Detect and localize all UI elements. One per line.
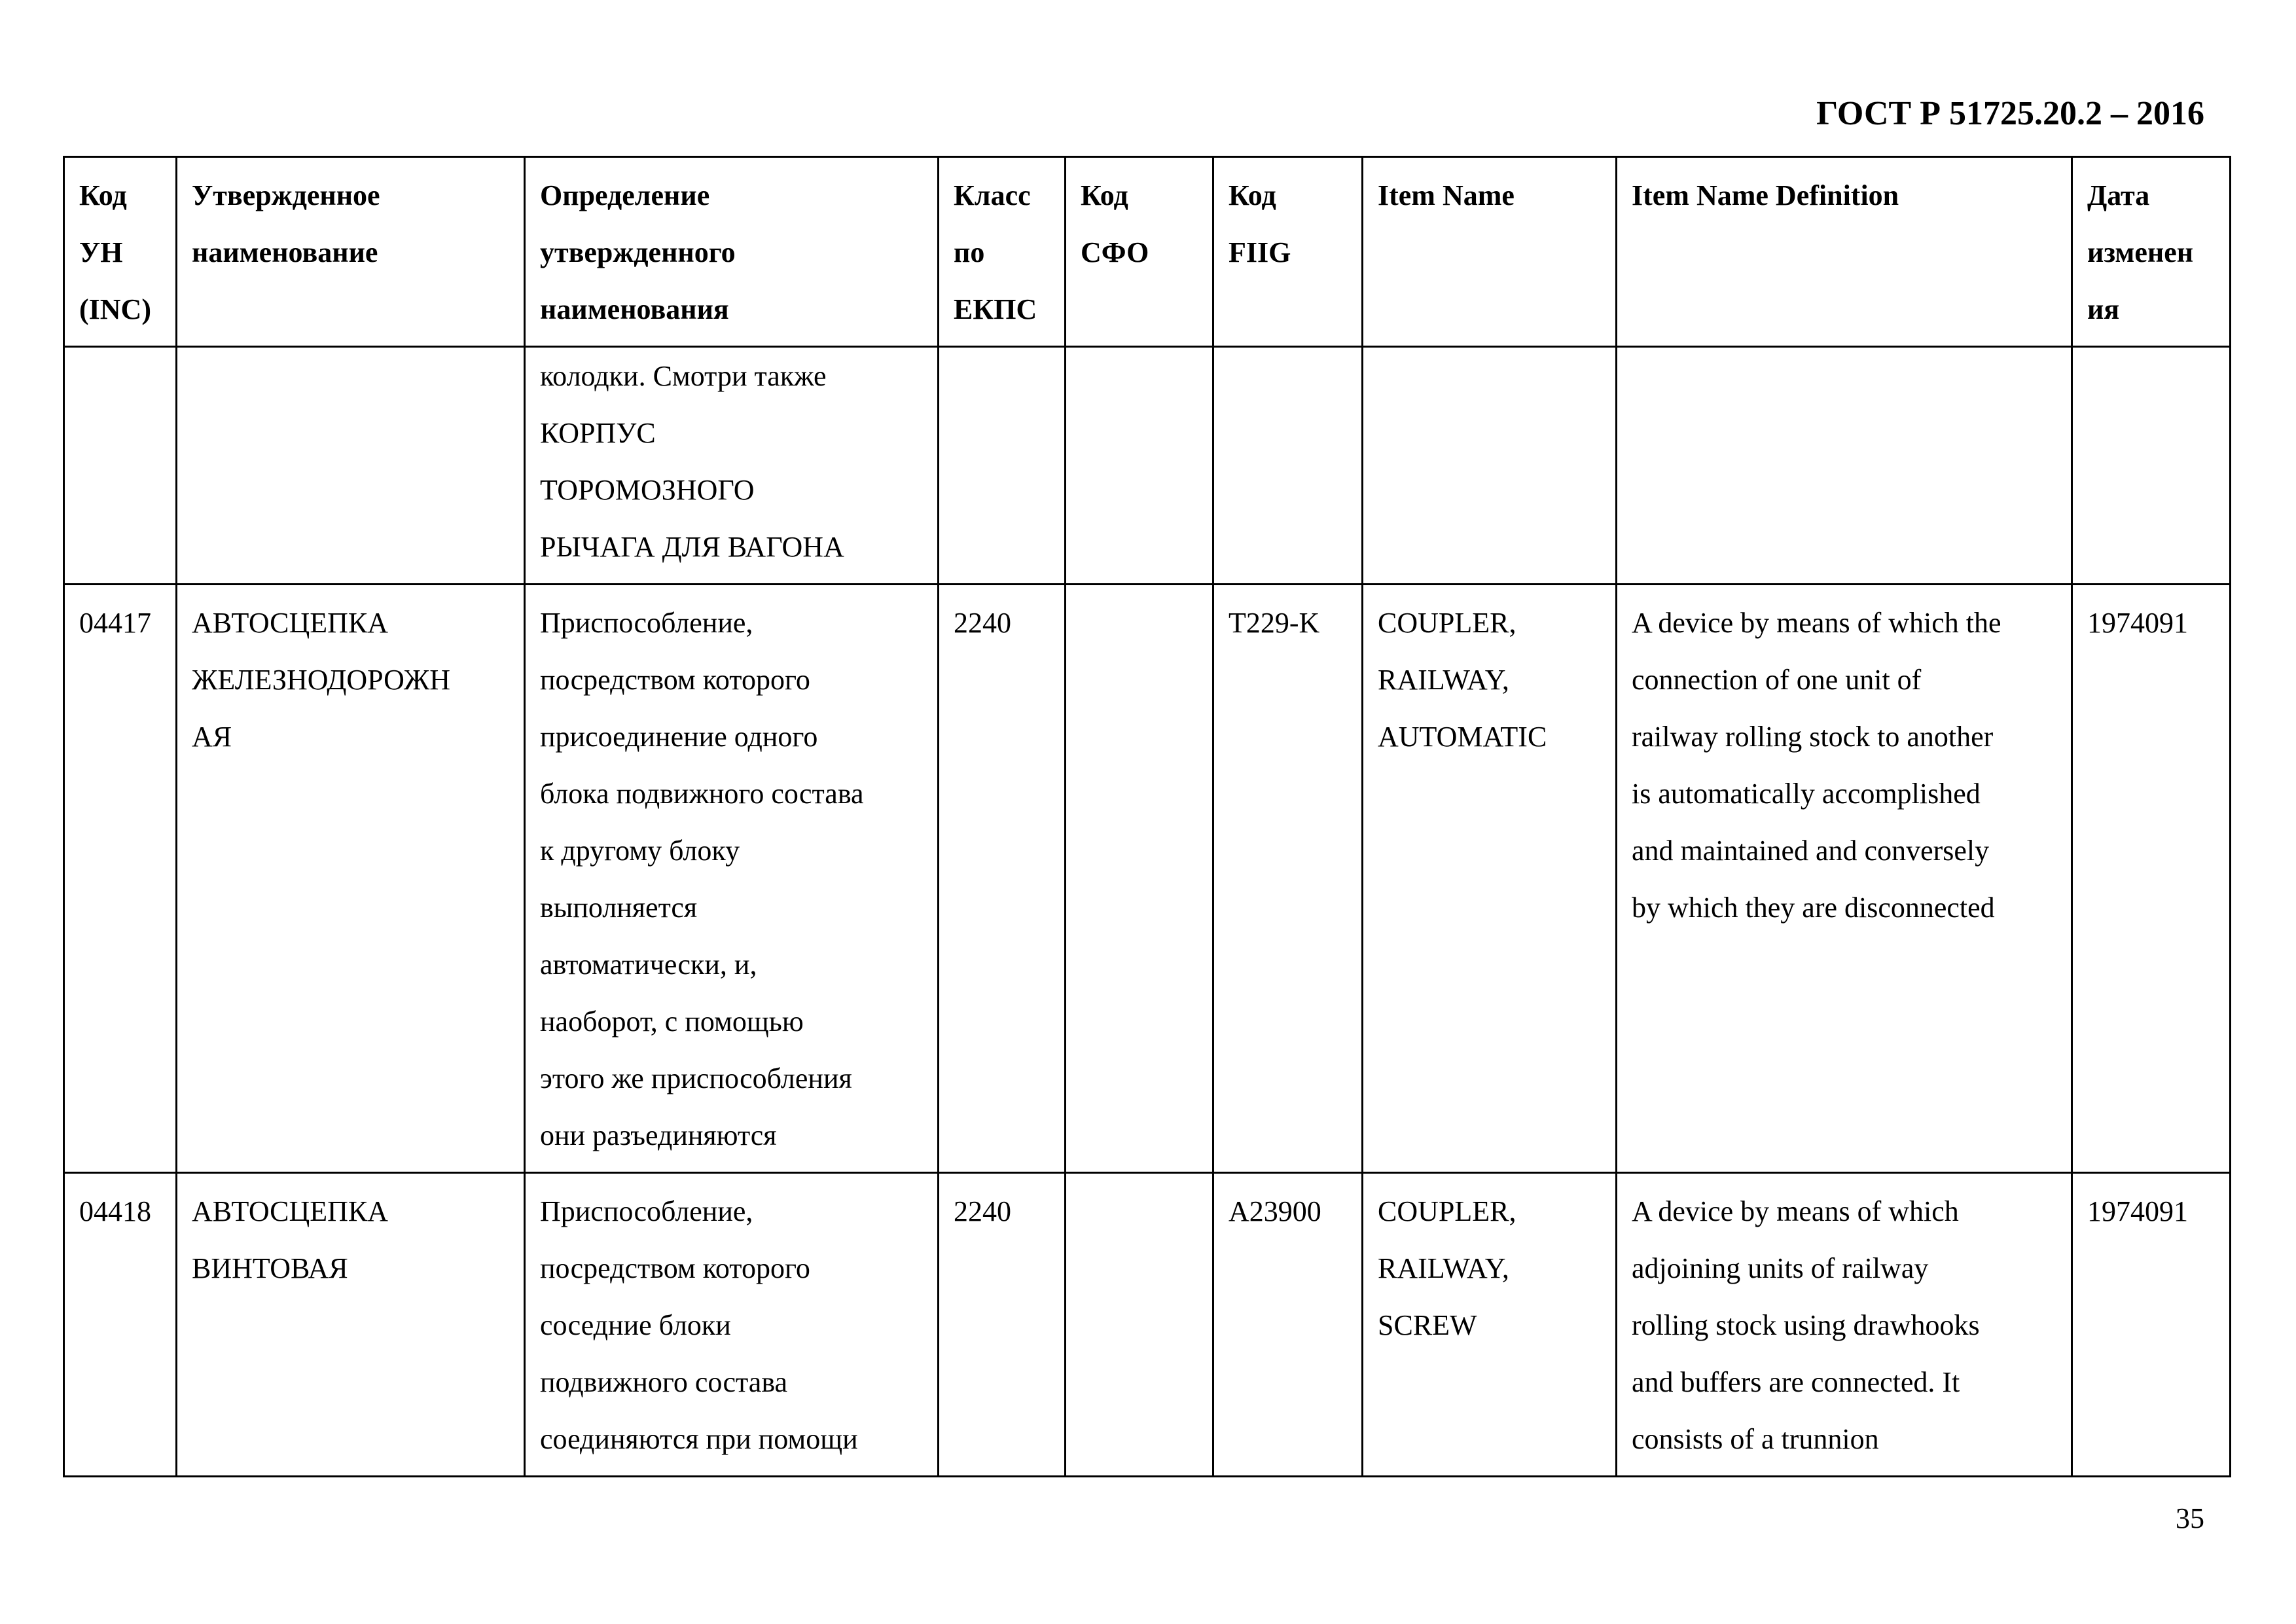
header-item-name-definition: Item Name Definition — [1617, 157, 2072, 347]
page-number: 35 — [2176, 1502, 2204, 1534]
cell-item-name-definition: A device by means of which adjoining units of railway rolling stock using drawhooks and buffers are connected. It consists of a trunnion — [1617, 1173, 2072, 1477]
header-class: Класс по ЕКПС — [939, 157, 1066, 347]
header-change-date: Дата изменен ия — [2072, 157, 2231, 347]
cell-inc — [64, 347, 177, 585]
header-definition: Определение утвержденного наименования — [525, 157, 939, 347]
cell-definition: Приспособление, посредством которого присоединение одного блока подвижного состава к другому блоку выполняется автоматически, и, наоборот, с помощью этого же приспособления они разъединяются — [525, 585, 939, 1173]
cell-item-name-definition: A device by means of which the connection of one unit of railway rolling stock to another is automatically accomplished and maintained and conversely by which they are disconnected — [1617, 585, 2072, 1173]
cell-class: 2240 — [939, 585, 1066, 1173]
header-inc: Код УН (INC) — [64, 157, 177, 347]
document-header: ГОСТ Р 51725.20.2 – 2016 — [1816, 95, 2204, 132]
cell-definition: Приспособление, посредством которого соседние блоки подвижного состава соединяются при помощи — [525, 1173, 939, 1477]
cell-inc: 04417 — [64, 585, 177, 1173]
cell-class: 2240 — [939, 1173, 1066, 1477]
cell-inc: 04418 — [64, 1173, 177, 1477]
cell-fiig: A23900 — [1213, 1173, 1363, 1477]
header-fiig: Код FIIG — [1213, 157, 1363, 347]
cell-class — [939, 347, 1066, 585]
cell-date: 1974091 — [2072, 585, 2231, 1173]
cell-name: АВТОСЦЕПКА ВИНТОВАЯ — [177, 1173, 525, 1477]
table-row — [64, 585, 2231, 1173]
cell-item-name: COUPLER, RAILWAY, SCREW — [1363, 1173, 1617, 1477]
cell-item-name: COUPLER, RAILWAY, AUTOMATIC — [1363, 585, 1617, 1173]
cell-name: АВТОСЦЕПКА ЖЕЛЕЗНОДОРОЖН АЯ — [177, 585, 525, 1173]
cell-fiig: T229-K — [1213, 585, 1363, 1173]
table-row — [64, 1173, 2231, 1477]
cell-date — [2072, 347, 2231, 585]
cell-sfo — [1066, 585, 1213, 1173]
table-header-row — [64, 157, 2231, 347]
cell-sfo — [1066, 1173, 1213, 1477]
cell-definition: колодки. Смотри также КОРПУС ТОРОМОЗНОГО РЫЧАГА ДЛЯ ВАГОНА — [525, 347, 939, 585]
cell-date: 1974091 — [2072, 1173, 2231, 1477]
cell-item-name-definition — [1617, 347, 2072, 585]
catalog-table — [63, 156, 2231, 1477]
cell-fiig — [1213, 347, 1363, 585]
cell-sfo — [1066, 347, 1213, 585]
header-approved-name: Утвержденное наименование — [177, 157, 525, 347]
table-row-continuation — [64, 347, 2231, 585]
cell-name — [177, 347, 525, 585]
header-item-name: Item Name — [1363, 157, 1617, 347]
header-sfo: Код СФО — [1066, 157, 1213, 347]
cell-item-name — [1363, 347, 1617, 585]
